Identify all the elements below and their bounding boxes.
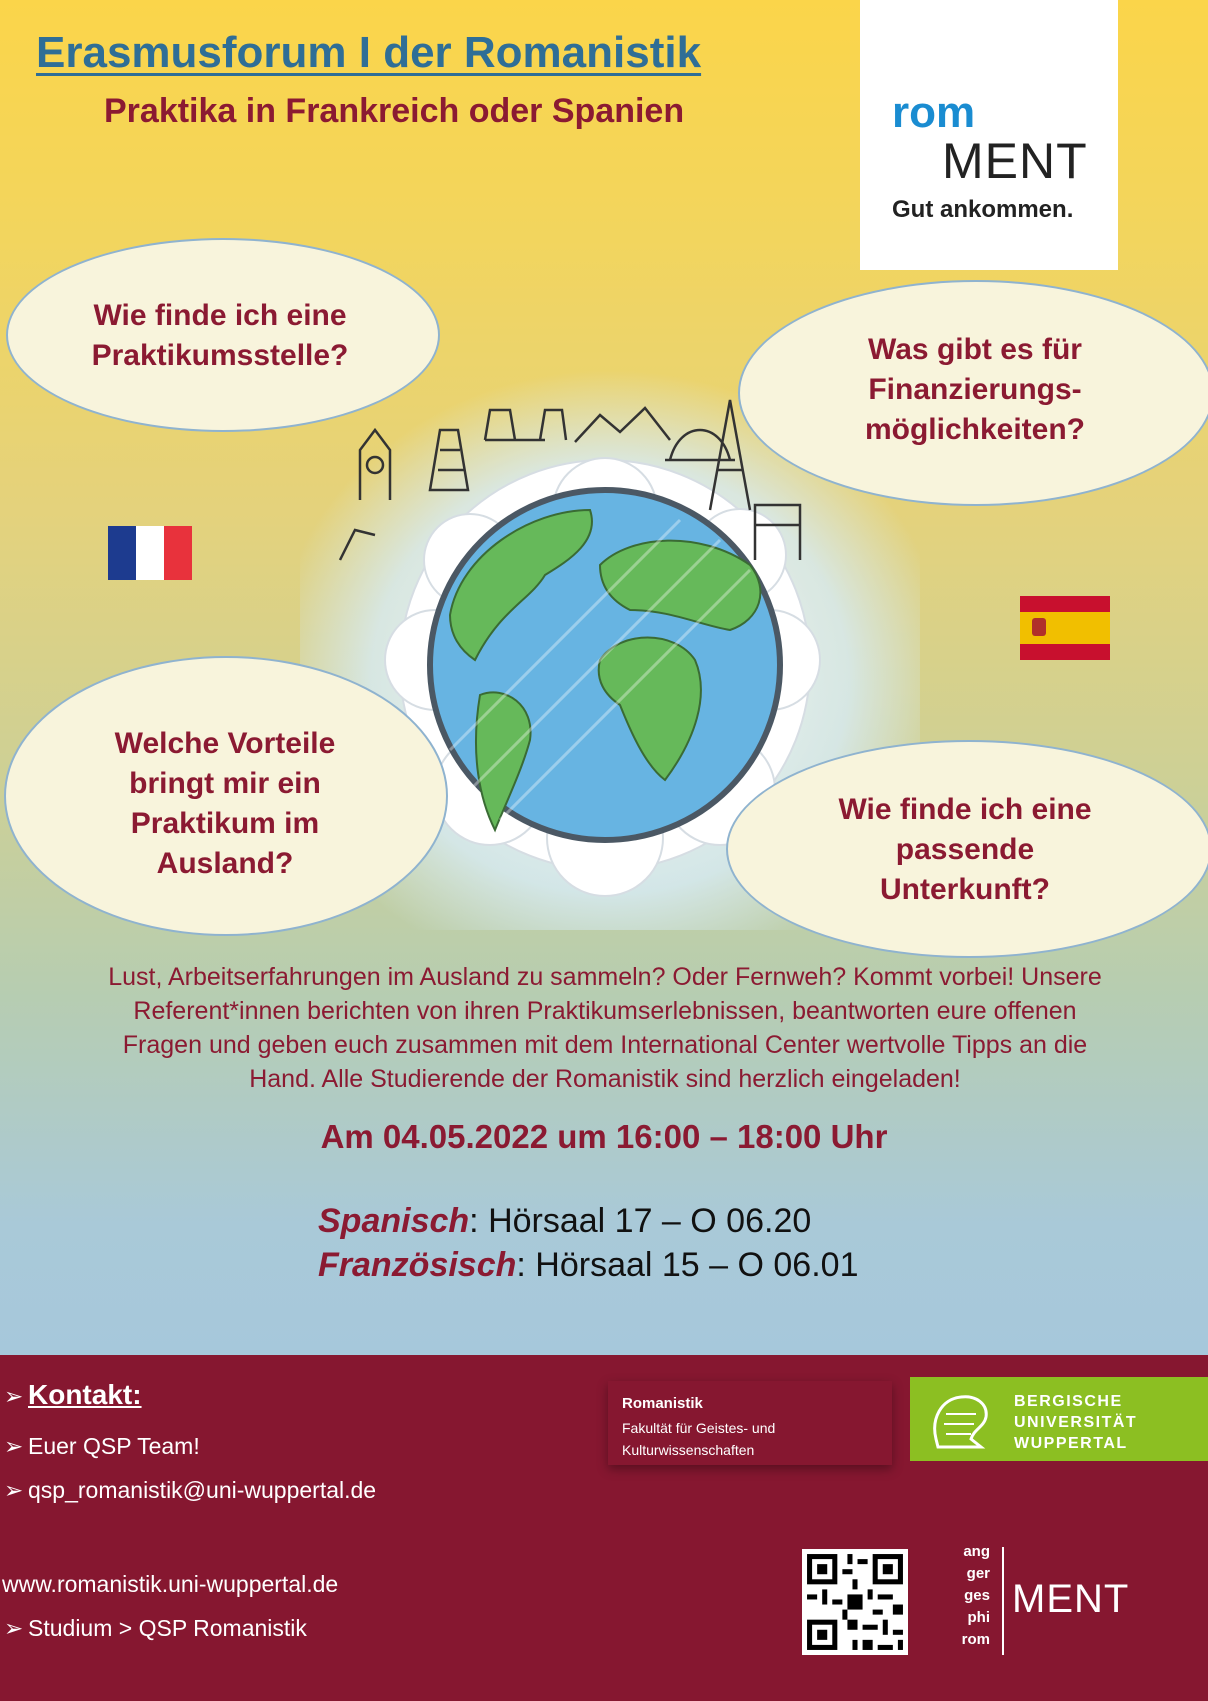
logo-ment-text: MENT (942, 133, 1088, 189)
bubble-line: Ausland? (156, 847, 294, 880)
page-title: Erasmusforum I der Romanistik (36, 28, 702, 77)
intro-line: Referent*innen berichten von ihren Praktikumserlebnissen, beantworten eure offenen (133, 997, 1077, 1025)
spain-flag-icon (1020, 596, 1110, 660)
bubble-line: Unterkunft? (880, 873, 1050, 906)
bubble-line: passende (895, 833, 1035, 866)
ang-line: ges (964, 1587, 990, 1604)
ang-divider (1002, 1547, 1004, 1655)
intro-line: Hand. Alle Studierende der Romanistik sind herzlich eingeladen! (249, 1065, 961, 1093)
lion-icon (926, 1389, 996, 1451)
faculty-title: Romanistik (622, 1395, 703, 1412)
bubble-line: Praktikum im (130, 807, 320, 840)
bubble-line: möglichkeiten? (864, 413, 1086, 446)
intro-line: Fragen und geben euch zusammen mit dem International Center wertvolle Tipps an die (122, 1031, 1088, 1059)
arrow-bullet-icon: ➢ (4, 1615, 24, 1641)
intro-line: Lust, Arbeitserfahrungen im Ausland zu sammeln? Oder Fernweh? Kommt vorbei! Unsere (108, 963, 1102, 991)
bubble-line: Welche Vorteile (114, 727, 336, 760)
france-flag-icon (108, 526, 192, 580)
location-lang: Spanisch (318, 1202, 470, 1240)
bubble-text-top-left (40, 296, 400, 376)
intro-text (40, 960, 1170, 1096)
contact-email[interactable] (4, 1477, 376, 1504)
website-link[interactable]: www.romanistik.uni-wuppertal.de (2, 1571, 339, 1597)
bubble-line: Was gibt es für (868, 333, 1082, 366)
romment-logo (860, 0, 1118, 270)
website-path (4, 1615, 307, 1642)
event-date: Am 04.05.2022 um 16:00 – 18:00 Uhr (320, 1118, 888, 1155)
website-path-label: Studium > QSP Romanistik (28, 1615, 307, 1641)
university-name (1014, 1391, 1137, 1454)
location-lang: Französisch (318, 1246, 517, 1284)
contact-team-label: Euer QSP Team! (28, 1433, 200, 1459)
contact-team (4, 1433, 200, 1460)
ang-line: phi (967, 1609, 990, 1626)
bubble-text-bottom-left (60, 724, 390, 884)
footer (0, 1355, 1208, 1701)
ang-line: ger (966, 1565, 990, 1582)
ang-ment-text: MENT (1012, 1577, 1130, 1621)
ang-line: ang (963, 1543, 990, 1560)
university-line: BERGISCHE (1014, 1393, 1123, 1410)
contact-heading-label: Kontakt: (28, 1379, 142, 1410)
location-spanish (318, 1202, 811, 1241)
arrow-bullet-icon: ➢ (4, 1383, 24, 1409)
location-french (318, 1246, 858, 1285)
contact-heading (4, 1379, 142, 1411)
email-link[interactable]: qsp_romanistik@uni-wuppertal.de (28, 1477, 377, 1503)
university-logo (910, 1377, 1208, 1461)
bubble-line: Finanzierungs- (868, 373, 1082, 406)
arrow-bullet-icon: ➢ (4, 1477, 24, 1503)
location-room: : Hörsaal 15 – O 06.01 (516, 1246, 859, 1284)
logo-rom-text: rom (892, 88, 976, 137)
bubble-text-bottom-right (800, 790, 1130, 910)
logo-tagline: Gut ankommen. (892, 196, 1074, 223)
qr-code-icon[interactable] (802, 1549, 908, 1655)
bubble-line: Praktikumsstelle? (91, 339, 349, 372)
faculty-box (608, 1381, 892, 1465)
ang-line: rom (961, 1631, 990, 1648)
location-room: : Hörsaal 17 – O 06.20 (469, 1202, 812, 1240)
faculty-subtitle: Fakultät für Geistes- und Kulturwissenschaften (622, 1420, 776, 1458)
bubble-line: bringt mir ein (129, 767, 321, 800)
ang-ger-logo (950, 1541, 990, 1651)
bubble-text-top-right (820, 330, 1130, 450)
page-subtitle: Praktika in Frankreich oder Spanien (104, 92, 685, 130)
university-line: UNIVERSITÄT (1014, 1414, 1138, 1431)
university-line: WUPPERTAL (1014, 1435, 1128, 1452)
arrow-bullet-icon: ➢ (4, 1433, 24, 1459)
bubble-line: Wie finde ich eine (838, 793, 1092, 826)
bubble-line: Wie finde ich eine (93, 299, 347, 332)
